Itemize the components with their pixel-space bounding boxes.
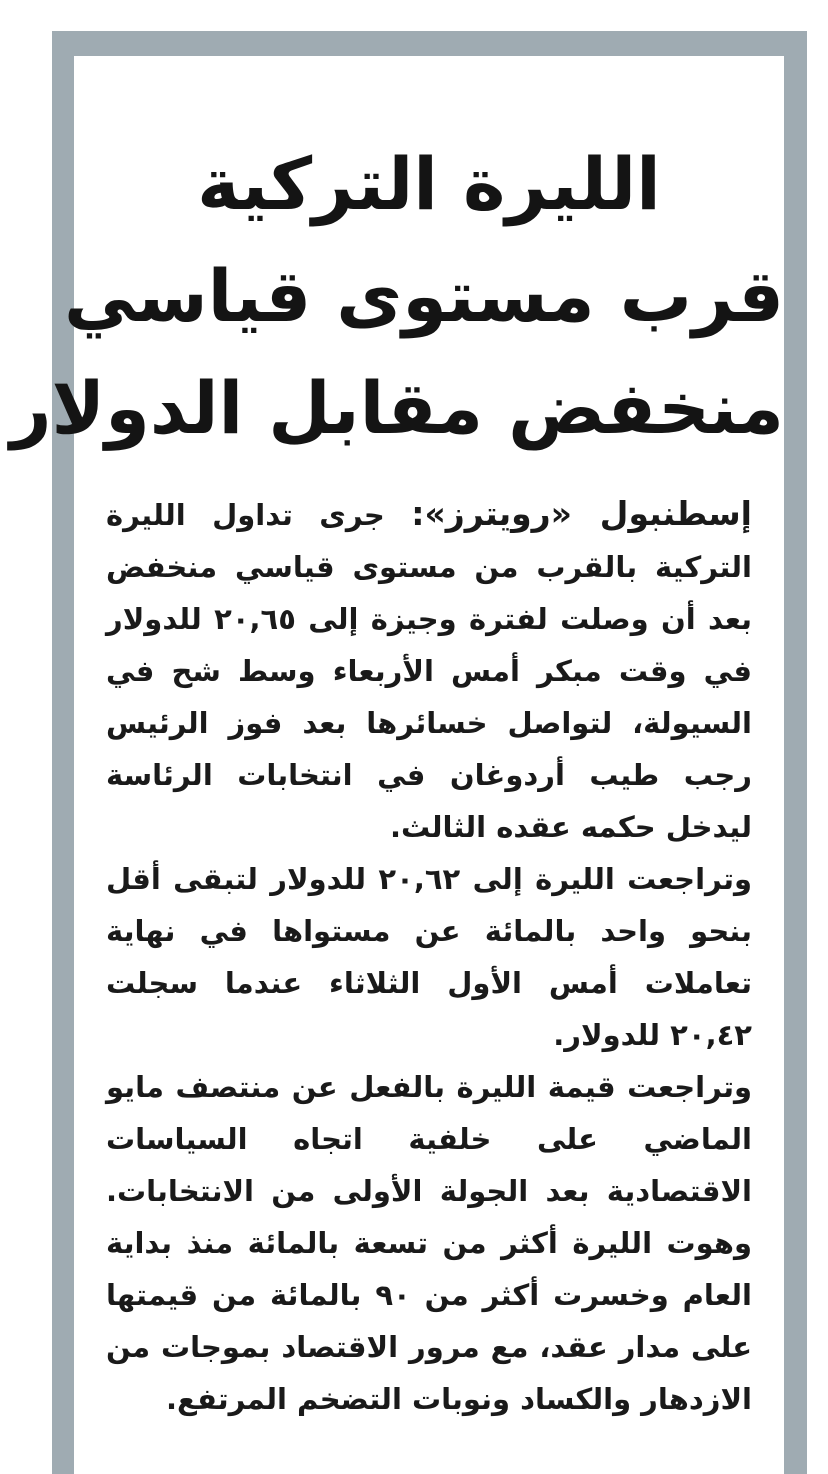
dateline: إسطنبول «رويترز»: [411,494,752,533]
article-paragraph-1 [106,488,752,853]
headline-line-3: منخفض مقابل الدولار [10,366,784,450]
article-panel [10,56,784,1474]
article-body [106,488,752,1425]
headline-line-2: قرب مستوى قياسي [64,254,784,338]
paragraph-1-text: جرى تداول الليرة التركية بالقرب من مستوى قياسي منخفض بعد أن وصلت لفترة وجيزة إلى ٢٠,٦٥ للدولار في وقت مبكر أمس الأربعاء وسط شح في السيولة، لتواصل خسائرها بعد فوز الرئيس رجب طيب أردوغان في انتخابات الرئاسة ليدخل حكمه عقده الثالث. [106,498,753,844]
headline [10,128,784,464]
article-paragraph-3: وتراجعت قيمة الليرة بالفعل عن منتصف مايو الماضي على خلفية اتجاه السياسات الاقتصادية بعد الجولة الأولى من الانتخابات. وهوت الليرة أكثر من تسعة بالمائة منذ بداية العام وخسرت أكثر من ٩٠ بالمائة من قيمتها على مدار عقد، مع مرور الاقتصاد بموجات من الازدهار والكساد ونوبات التضخم المرتفع. [106,1070,752,1416]
headline-line-1: الليرة التركية [197,142,661,226]
article-paragraph-2: وتراجعت الليرة إلى ٢٠,٦٢ للدولار لتبقى أقل بنحو واحد بالمائة عن مستواها في نهاية تعاملات أمس الأول الثلاثاء عندما سجلت ٢٠,٤٢ للدولار. [106,862,752,1052]
